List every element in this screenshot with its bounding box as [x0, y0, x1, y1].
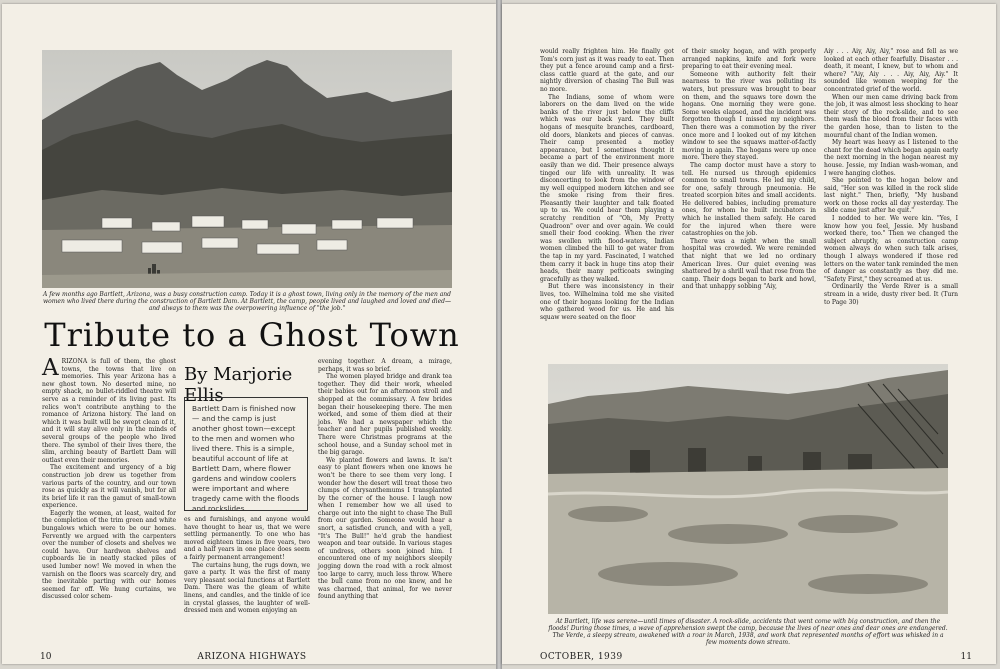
rcol2-paragraph-3: The camp doctor must have a story to tell. He nursed us through epidemics common to small towns. He led my child, for one, safely through pneumonia. He treated scorpion bites and small accidents. He delivered babies, including premature ones, for whom he built incubators in which he installed them safely. He cared for the injured when there were catastrophies on the job.: [682, 161, 816, 238]
col1-paragraph-1: [42, 355, 176, 464]
rcol3-paragraph-4: She pointed to the hogan below and said, "Her son was killed in the rock slide last night." Then, briefly, "My husband work on those rocks all day yesterday. The slide came just after he quit.": [824, 177, 958, 215]
drop-cap: A: [42, 355, 59, 381]
running-footer-date: OCTOBER, 1939: [540, 652, 623, 662]
left-page: [2, 4, 496, 664]
flood-photo: [548, 364, 948, 614]
rcol3-paragraph-6: Ordinarily the Verde River is a small stream in a wide, dusty river bed. It (Turn to Page 30): [824, 283, 958, 306]
left-column-3: [318, 358, 452, 601]
article-title: Tribute to a Ghost Town: [44, 316, 460, 354]
col1-paragraph-2: The excitement and urgency of a big construction job drew us together from various parts of the country, and our town rose as quickly as it will vanish, but for all its brief life it ran the gamut of small-town experience.: [42, 464, 176, 510]
right-column-3: [824, 48, 958, 306]
rcol1-paragraph-3: But there was inconsistency in their lives, too. Wilhelmina told me she visited one of their hogans looking for the Indian who gathered wood for us. He and his squaw were seated on the floor: [540, 283, 674, 321]
rcol3-paragraph-5: I nodded to her. We were kin. "Yes, I know how you feel, Jessie. My husband worked there, too." Then we changed the subject abruptly, as construction camp women always do when such talk arises, though I always wondered if those red letters on the water tank reminded the men of danger as constantly as they did me. "Safety First," they screamed at us.: [824, 215, 958, 283]
rcol1-paragraph-1: would really frighten him. He finally got Tom's corn just as it was ready to eat. Then they put a fence around camp and a first-class cattle guard at the gate, and our nightly diversion of chasing The Bull was no more.: [540, 48, 674, 93]
rcol2-paragraph-1: of their smoky hogan, and with properly arranged napkins, knife and fork were preparing to eat their evening meal.: [682, 48, 816, 71]
rcol1-paragraph-2: The Indians, some of whom were laborers on the dam lived on the wide banks of the river just below the cliffs which was our back yard. They built hogans of mesquite branches, cardboard, old doors, blankets and pieces of canvas. Their camp presented a motley appearance, but I sometimes thought it became a part of the environment more easily than we did. Their presence always tinged our life with unreality. It was disconcerting to look from the window of my well equipped modern kitchen and see the smoke rising from their fires. Pleasantly their laughter and talk floated up to us. We could hear them playing a scratchy rendition of "Oh, My Pretty Quadroon" over and over again. We could smell their food cooking. When the river was swollen with flood-waters, Indian women climbed the hill to get water from the tap in my yard. Fascinated, I watched them carry it back in huge tins atop their heads, their many petticoats swinging gracefully as they walked.: [540, 93, 674, 283]
col1-paragraph-1-text: RIZONA is full of them, the ghost towns, the towns that live on memories. This year Arizona has a new ghost town. No deserted mine, no empty shack, no bullet-riddled theatre will serve as a reminder of its living past. Its relics won't contribute anything to the romance of Arizona history. The land on which it was built will be swept clean of it, and it will stay alive only in the minds of several groups of the people who lived there. The symbol of their lives there, the slim, arching beauty of Bartlett Dam will outlast even their memories.: [42, 358, 176, 464]
ghost-town-photo-illustration: [42, 50, 452, 288]
col1-paragraph-3: Eagerly the women, at least, waited for the completion of the trim green and white bungalows which were to be our homes. Fervently we argued with the carpenters over the number of closets and shelves we could have. Our hardwon shelves and cupboards lie in neatly stacked piles of used lumber now! We moved in when the varnish on the floors was scarcely dry, and the inevitable parting with our homes seemed far off. We hung curtains, we discussed color schem-: [42, 509, 176, 601]
rcol3-paragraph-3: My heart was heavy as I listened to the chant for the dead which began again early the next morning in the hogan nearest my house. Jessie, my Indian wash-woman, and I were hanging clothes.: [824, 139, 958, 177]
right-column-2: [682, 48, 816, 291]
col3-paragraph-3: We planted flowers and lawns. It isn't easy to plant flowers when one knows he won't be there to see them very long. I wonder how the desert will treat those two clumps of chrysanthemums I transplanted by the corner of the house. I laugh now when I remember how we all used to charge out into the night to chase The Bull from our garden. Someone would hear a snort, a satisfied crunch, and with a yell, "It's The Bull!" he'd grab the handiest weapon and tear outside. In various stages of undress, others soon joined him. I encountered one of my neighbors sleepily jogging down the road with a rock almost too large to carry, much less throw. Where the bull came from no one knew, and he was charmed, that animal, for we never found anything that: [318, 456, 452, 601]
left-column-1: [42, 355, 176, 601]
col2-paragraph-2: The curtains hung, the rugs down, we gave a party. It was the first of many very pleasant social functions at Bartlett Dam. There was the gleam of white linens, and candles, and the tinkle of ice in crystal glasses, the laughter of well-dressed men and women enjoying an: [184, 561, 310, 615]
flood-photo-caption: At Bartlett, life was serene—until times of disaster. A rock-slide, accidents that went come with big construction, and then the floods! During those times, a wave of apprehension swept the camp, because the lives of near ones and dear ones are endangered. The Verde, a sleepy stream, awakened with a roar in March, 1938, and work that represented months of effort was whisked in a few moments down stream.: [548, 618, 948, 646]
running-footer-magazine: ARIZONA HIGHWAYS: [197, 652, 307, 662]
right-page: [502, 4, 996, 664]
flood-photo-illustration: [548, 364, 948, 614]
ghost-town-photo-caption: A few months ago Bartlett, Arizona, was a busy construction camp. Today it is a ghost town, living only in the memory of the men and women who lived there during the construction of Bartlett Dam. At Bartlett, the camp, people lived and laughed and loved and died—and always to them was the overpowering influence of "the job.": [42, 291, 451, 312]
right-column-1: [540, 48, 674, 321]
rcol3-paragraph-1: Aiy . . . Aiy, Aiy, Aiy," rose and fell as we looked at each other fearfully. Disaster . . . death, it meant, I knew, but to whom and where? "Aiy, Aiy . . . Aiy, Aiy, Aiy." It sounded like women weeping for the concentrated grief of the world.: [824, 48, 958, 93]
rcol2-paragraph-4: There was a night when the small hospital was crowded. We were reminded that night that we led no ordinary American lives. Our quiet evening was shattered by a shrill wail that rose from the camp. Their dogs began to bark and howl, and that unhappy sobbing "Aiy,: [682, 237, 816, 291]
page-number-right: 11: [960, 652, 972, 662]
col3-paragraph-1: evening together. A dream, a mirage, perhaps, it was so brief.: [318, 358, 452, 373]
rcol3-paragraph-2: When our men came driving back from the job, it was almost less shocking to hear their story of the rock-slide, and to see them wash the blood from their faces with the garden hose, than to listen to the mournful chant of the Indian women.: [824, 93, 958, 139]
col3-paragraph-2: The women played bridge and drank tea together. They did their work, wheeled their babies out for an afternoon stroll and shopped at the commissary. A few brides began their housekeeping there. The men worked, and some of them died at their jobs. We had a newspaper which the teacher and her pupils published weekly. There were Christmas programs at the school house, and a Sunday school met in the big garage.: [318, 373, 452, 457]
col2-paragraph-1: es and furnishings, and anyone would have thought to hear us, that we were settling permanently. To one who has moved eighteen times in five years, two and a half years in one place does seem a fairly permanent arrangement!: [184, 516, 310, 561]
ghost-town-photo: [42, 50, 452, 288]
intro-sidebar-box: Bartlett Dam is finished now — and the camp is just another ghost town—except to the men and women who lived there. This is a simple, beautiful account of life at Bartlett Dam, where flower gardens and window coolers were important and where tragedy came with the floods and rockslides.: [184, 397, 308, 511]
rcol2-paragraph-2: Someone with authority felt their nearness to the river was polluting its waters, but pressure was brought to bear on them, and the squaws tore down the hogans. One morning they were gone. Some weeks elapsed, and the incident was forgotten though I missed my neighbors. Then there was a commotion by the river once more and I looked out of my kitchen window to see the squaws matter-of-factly moving in again. The hogans were up once more. There they stayed.: [682, 70, 816, 162]
byline: By Marjorie Ellis: [184, 364, 293, 406]
left-column-2: [184, 516, 310, 615]
page-number-left: 10: [40, 652, 52, 662]
